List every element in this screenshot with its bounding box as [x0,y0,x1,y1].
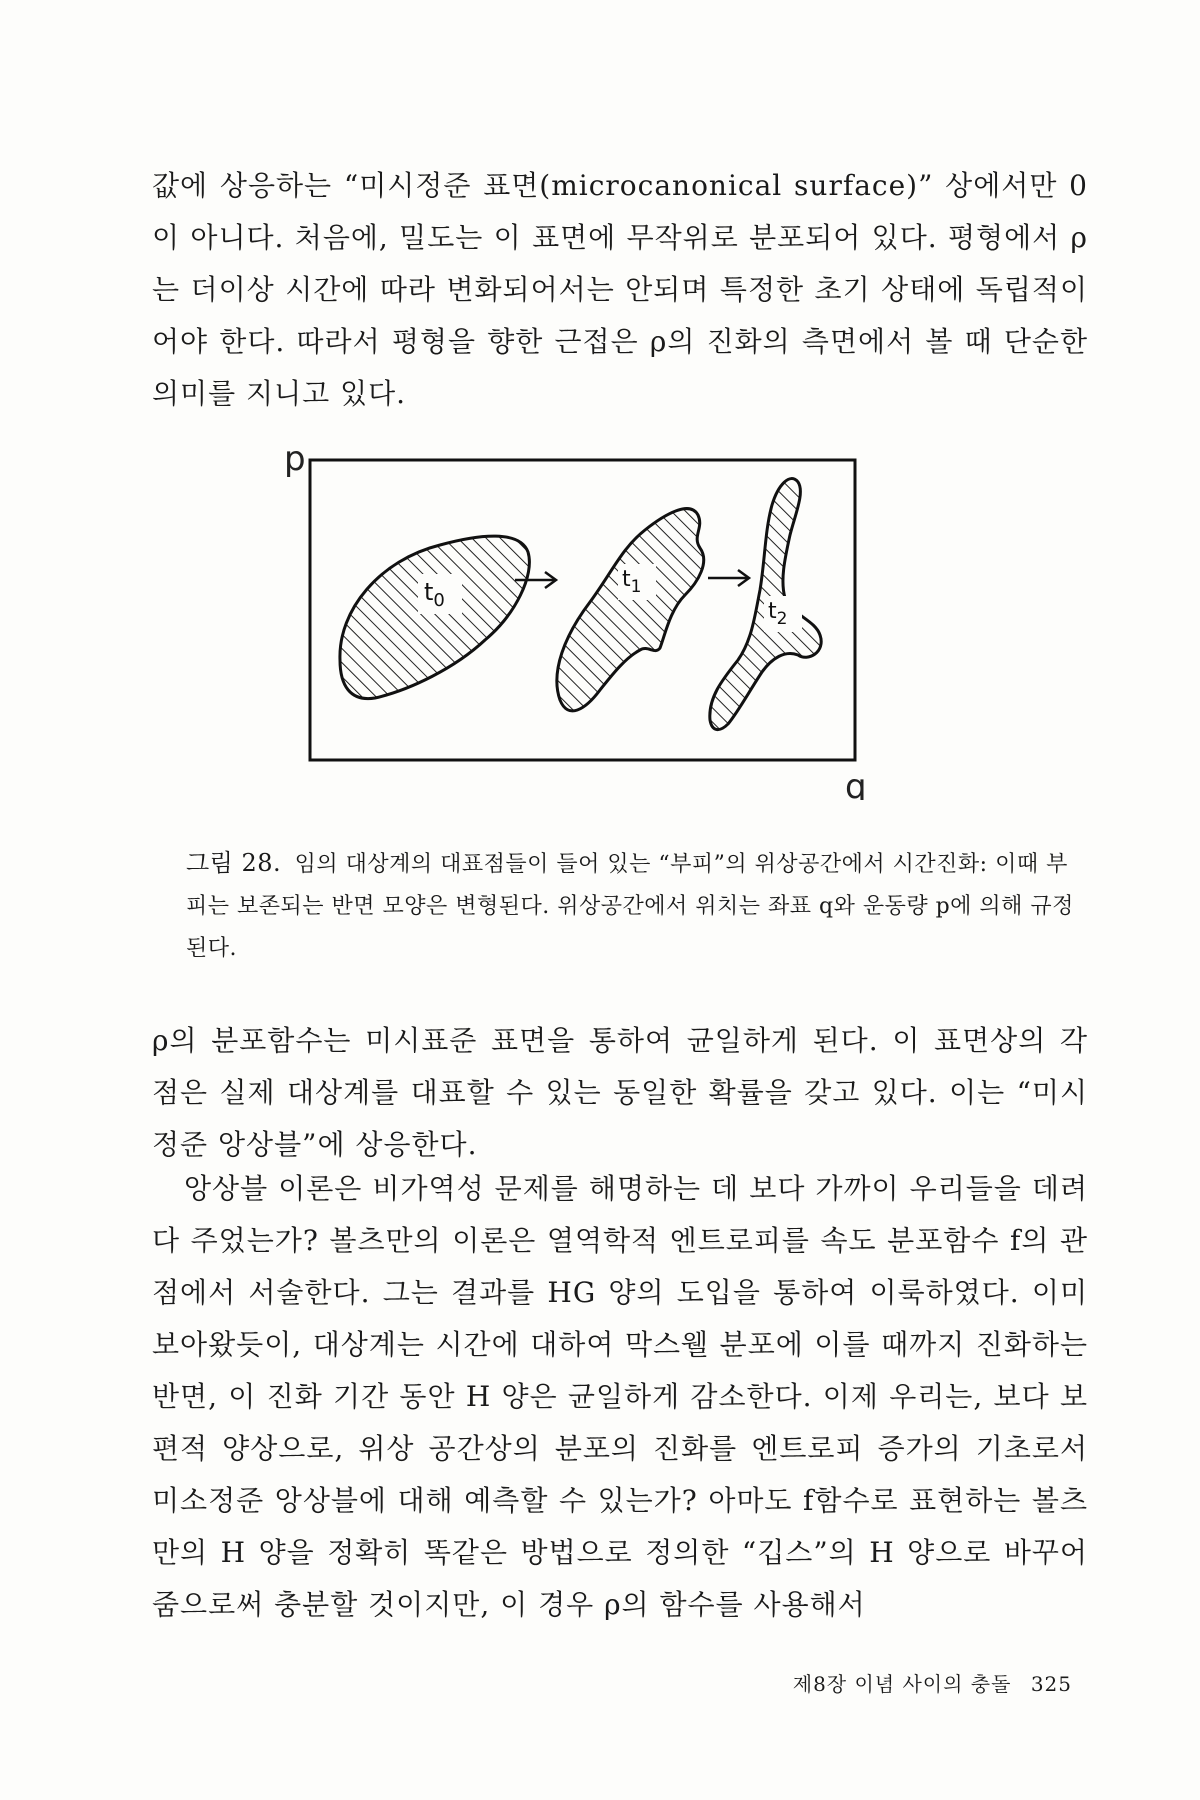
axis-p-label: p [284,440,306,479]
page-footer [781,1668,1072,1697]
page-number: 325 [1030,1672,1072,1696]
paragraph-ensemble-theory: 앙상블 이론은 비가역성 문제를 해명하는 데 보다 가까이 우리들을 데려다 주었는가? 볼츠만의 이론은 열역학적 엔트로피를 속도 분포함수 f의 관점에서 서술한다. 그는 결과를 HG 양의 도입을 통하여 이룩하였다. 이미 보아왔듯이, 대상계는 시간에 대하여 막스웰 분포에 이를 때까지 진화하는 반면, 이 진화 기간 동안 H 양은 균일하게 감소한다. 이제 우리는, 보다 보편적 양상으로, 위상 공간상의 분포의 진화를 엔트로피 증가의 기초로서 미소정준 앙상블에 대해 예측할 수 있는가? 아마도 f함수로 표현하는 볼츠만의 H 양을 정확히 똑같은 방법으로 정의한 “깁스”의 H 양으로 바꾸어 줌으로써 충분할 것이지만, 이 경우 ρ의 함수를 사용해서 [152,1172,1088,1621]
label-t1: $t_1$ [622,567,642,597]
region-t0 [340,536,529,698]
label-t0: $t_0$ [424,578,445,611]
paragraph-intro: 값에 상응하는 “미시정준 표면(microcanonical surface)” 상에서만 0이 아니다. 처음에, 밀도는 이 표면에 무작위로 분포되어 있다. 평형에서 ρ는 더이상 시간에 따라 변화되어서는 안되며 특정한 초기 상태에 독립적이어야 한다. 따라서 평형을 향한 근접은 ρ의 진화의 측면에서 볼 때 단순한 의미를 지니고 있다. [152,169,1088,410]
figure-caption [186,842,1086,970]
chapter-title: 제8장 이념 사이의 충돌 [792,1672,1012,1696]
region-t1 [557,509,704,711]
figure-number: 그림 28. [186,849,282,877]
axis-q-label: q [845,767,867,800]
label-t2: $t_2$ [768,599,788,629]
paragraph-distribution: ρ의 분포함수는 미시표준 표면을 통하여 균일하게 된다. 이 표면상의 각 점은 실제 대상계를 대표할 수 있는 동일한 확률을 갖고 있다. 이는 “미시정준 앙상블”에 상응한다. [152,1024,1088,1161]
phase-space-diagram [260,440,960,800]
phase-space-figure [260,440,960,800]
figure-caption-text: 임의 대상계의 대표점들이 들어 있는 “부피”의 위상공간에서 시간진화: 이때 부피는 보존되는 반면 모양은 변형된다. 위상공간에서 위치는 좌표 q와 운동량 p에 의해 규정된다. [186,852,1074,961]
